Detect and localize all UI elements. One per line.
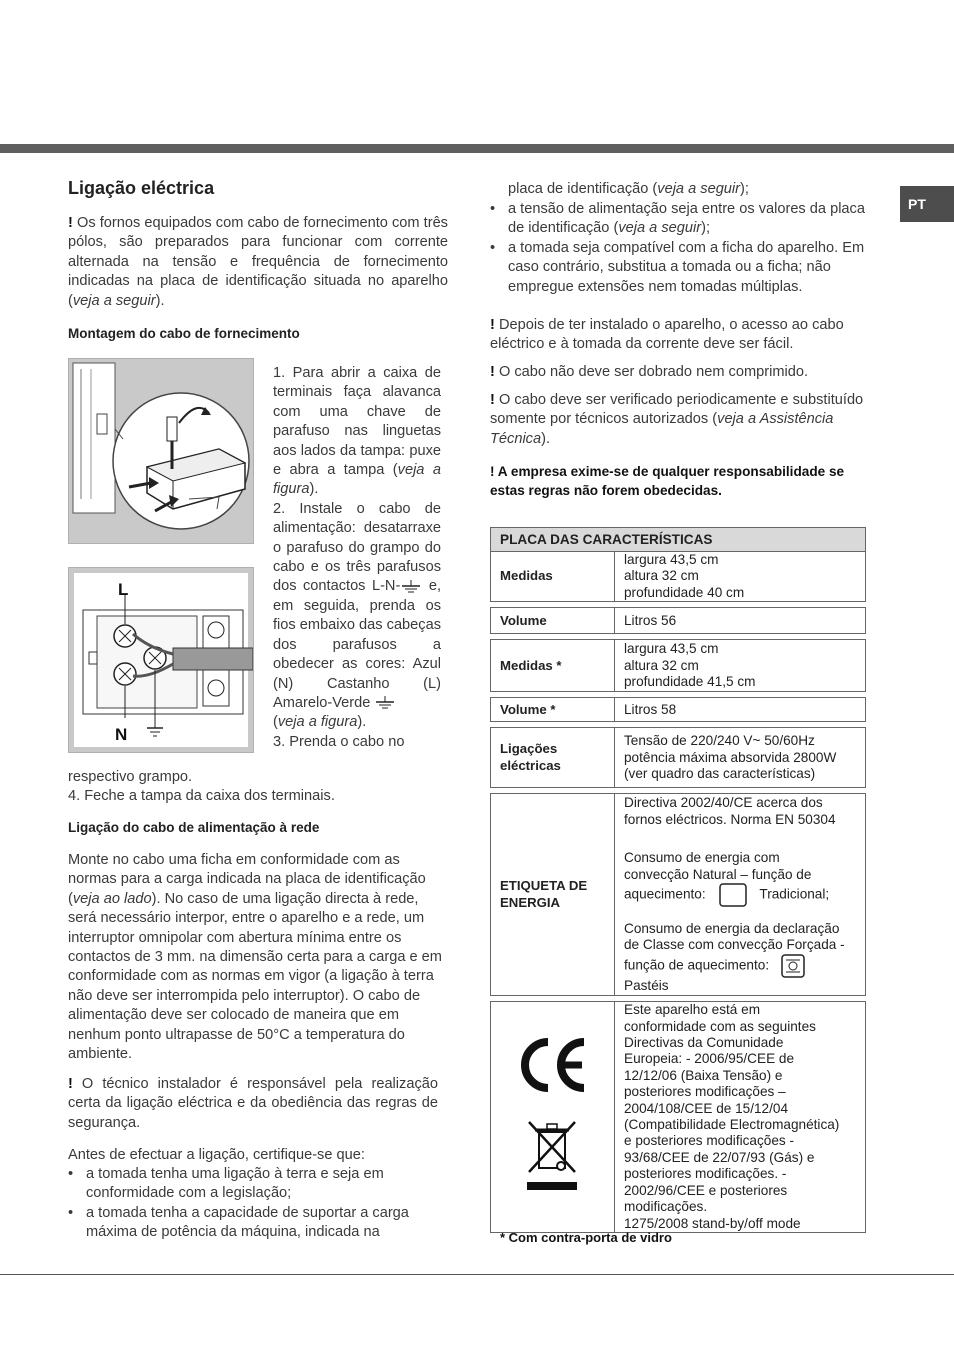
label-line: Ligações	[500, 741, 558, 757]
list-item-end: );	[701, 220, 711, 237]
value-line: 93/68/CEE de 22/07/93 (Gás) e	[624, 1149, 815, 1165]
warning-check	[490, 391, 868, 449]
ce-mark-icon	[518, 1036, 588, 1094]
section-title: Ligação eléctrica	[68, 178, 215, 198]
value-line: (ver quadro das características)	[624, 765, 816, 781]
cont-ref: veja a seguir	[657, 181, 741, 197]
rede-text-2: ). No caso de uma ligação directa à rede, será necessário interpor, entre o aparelho e a rede, um interruptor omnipolar com abertura mínima entre os contactos de 3 mm. na dimensão certa para a carga e em conformidade com as normas em vigor (a ligação à terra não deve ser interrompida pelo interruptor). O cabo de alimentação deve ser colocado de maneira que em nenhum ponto ultrapasse de 50°C a temperatura do ambiente.	[68, 890, 442, 1063]
value-line: largura 43,5 cm	[624, 641, 719, 657]
value-line: e posteriores modificações -	[624, 1133, 794, 1149]
value-line: Consumo de energia com	[624, 850, 780, 866]
warning-mark: !	[490, 392, 495, 408]
step-2-b: e, em seguida, prenda os fios embaixo das cabeças dos parafusos a obedecer as cores: Azul (N) Castanho (L) Amarelo-Verde	[273, 578, 441, 711]
value-line: Tensão de 220/240 V~ 50/60Hz	[624, 733, 815, 749]
step-2-c: (	[273, 714, 278, 731]
live-label: L	[118, 580, 129, 599]
row-label: Medidas *	[491, 640, 615, 692]
intro-ref: veja a seguir	[72, 292, 156, 309]
tecnico-paragraph	[68, 1075, 438, 1133]
fan-oven-icon	[781, 954, 805, 978]
list-item: • a tomada tenha a capacidade de suportar a carga máxima de potência da máquina, indicada na	[68, 1204, 448, 1243]
warning-text: O cabo deve ser verificado periodicamente e substituído somente por técnicos autorizados (	[490, 392, 864, 428]
row-label: Volume	[491, 608, 615, 634]
warning-text: Depois de ter instalado o aparelho, o acesso ao cabo eléctrico e à tomada da corrente deve ser fácil.	[490, 317, 844, 353]
list-item-ref: veja a seguir	[618, 220, 702, 237]
ce-cell	[491, 1002, 615, 1233]
row-value	[615, 552, 866, 602]
terminal-box-figure	[68, 358, 254, 544]
list-item-text: a tensão de alimentação seja entre os valores da placa de identificação (	[508, 201, 865, 237]
table-row	[491, 1002, 866, 1233]
warning-ref: veja a Assistência Técnica	[490, 411, 834, 447]
step-2: 2. Instale o cabo de alimentação: desatarraxe o parafuso do grampo do cabo e os três parafusos dos contactos L-N-	[273, 500, 441, 595]
value-line	[624, 954, 861, 978]
earth-symbol-icon	[374, 696, 396, 710]
step-1-ref: veja a figura	[273, 462, 441, 498]
row-value	[615, 794, 866, 996]
cont-text: placa de identificação (	[508, 181, 658, 197]
footer-rule	[0, 1274, 954, 1275]
terminal-box-illustration	[69, 359, 253, 543]
table-row	[491, 728, 866, 788]
value-line: potência máxima absorvida 2800W	[624, 749, 837, 765]
continued-text	[508, 180, 868, 199]
list-item	[490, 200, 865, 239]
list-item: • a tomada tenha uma ligação à terra e seja em conformidade com a legislação;	[68, 1165, 448, 1204]
value-line: Directiva 2002/40/CE acerca dos	[624, 795, 823, 811]
label-line: ENERGIA	[500, 894, 561, 910]
liability-warning: ! A empresa exime-se de qualquer responsabilidade se estas regras não forem obedecidas.	[490, 464, 845, 499]
row-label: Volume *	[491, 698, 615, 722]
tecnico-text: O técnico instalador é responsável pela realização certa da ligação eléctrica e da obediência das regras de segurança.	[68, 1076, 438, 1131]
value-text: aquecimento:	[624, 886, 706, 902]
warning-bend	[490, 363, 870, 382]
table-footnote: * Com contra-porta de vidro	[500, 1230, 672, 1245]
header-bar	[0, 144, 954, 153]
step-3a: 3. Prenda o cabo no	[273, 733, 405, 750]
value-line: conformidade com as seguintes	[624, 1018, 816, 1034]
value-line: 2002/96/CEE e posteriores	[624, 1182, 788, 1198]
step-2-end: ).	[357, 714, 367, 731]
montagem-heading: Montagem do cabo de fornecimento	[68, 326, 300, 341]
static-oven-icon	[719, 883, 747, 907]
row-value: Litros 56	[615, 608, 866, 634]
step-3b: respectivo grampo.	[68, 769, 193, 785]
value-line: altura 32 cm	[624, 568, 699, 584]
language-tab: PT	[900, 186, 954, 222]
value-line: posteriores modificações –	[624, 1084, 786, 1100]
intro-end: ).	[155, 292, 165, 309]
table-row	[491, 640, 866, 692]
wiring-figure	[68, 567, 254, 753]
warning-mark: !	[68, 1076, 73, 1092]
steps-text	[273, 364, 441, 752]
step-1: 1. Para abrir a caixa de terminais faça alavanca com uma chave de parafuso nas linguetas aos lados da tampa: puxe e abra a tampa (	[273, 365, 441, 479]
antes-paragraph: Antes de efectuar a ligação, certifique-se que:	[68, 1147, 365, 1163]
spec-table	[490, 527, 866, 1233]
list-item-text: a tomada seja compatível com a ficha do aparelho. Em caso contrário, substitua a tomada ou a ficha; não empregue extensões nem tomadas múltiplas.	[508, 239, 865, 295]
value-line	[624, 883, 861, 907]
value-line: posteriores modificações. -	[624, 1166, 787, 1182]
rede-ref: veja ao lado	[72, 890, 152, 907]
rede-paragraph	[68, 851, 446, 1064]
step-2-ref: veja a figura	[277, 714, 358, 731]
value-line: profundidade 40 cm	[624, 584, 745, 600]
label-line: eléctricas	[500, 757, 561, 773]
row-label	[491, 794, 615, 996]
label-line: ETIQUETA DE	[500, 878, 588, 894]
value-line: largura 43,5 cm	[624, 552, 719, 567]
table-header: PLACA DAS CARACTERÍSTICAS	[491, 528, 866, 552]
row-label: Medidas	[491, 552, 615, 602]
value-line: 12/12/06 (Baixa Tensão) e	[624, 1067, 783, 1083]
value-line: altura 32 cm	[624, 657, 699, 673]
rede-text: Monte no cabo uma ficha em conformidade com as normas para a carga indicada na placa de identificação (	[68, 852, 426, 907]
row-value	[615, 1002, 866, 1233]
warning-mark: !	[490, 317, 495, 333]
value-line: Pastéis	[624, 977, 669, 993]
right-list	[490, 200, 865, 297]
value-line: profundidade 41,5 cm	[624, 673, 756, 689]
value-line: fornos eléctricos. Norma EN 50304	[624, 811, 836, 827]
value-text: Tradicional;	[759, 886, 830, 902]
step-4: 4. Feche a tampa da caixa dos terminais.	[68, 788, 335, 805]
value-line: convecção Natural – função de	[624, 866, 812, 882]
value-line: (Compatibilidade Electromagnética)	[624, 1117, 840, 1133]
warning-mark: !	[68, 215, 73, 231]
table-row	[491, 698, 866, 722]
row-value	[615, 728, 866, 788]
step-1-end: ).	[309, 481, 319, 498]
weee-bin-icon	[525, 1118, 581, 1194]
intro-paragraph	[68, 214, 448, 311]
table-header-row	[491, 528, 866, 552]
value-line: 2004/108/CEE de 15/12/04	[624, 1100, 789, 1116]
row-label	[491, 728, 615, 788]
rede-heading: Ligação do cabo de alimentação à rede	[68, 820, 320, 835]
earth-symbol-icon	[400, 580, 422, 594]
list-item	[490, 239, 865, 297]
table-row	[491, 608, 866, 634]
neutral-label: N	[115, 725, 128, 744]
value-line: de Classe com convecção Forçada -	[624, 937, 845, 953]
value-line: modificações.	[624, 1199, 708, 1215]
cont-end: );	[740, 181, 749, 197]
row-value: Litros 58	[615, 698, 866, 722]
warning-mark: !	[490, 364, 495, 380]
warning-text: O cabo não deve ser dobrado nem comprimido.	[498, 364, 809, 380]
warning-end: ).	[541, 430, 551, 447]
table-row	[491, 552, 866, 602]
value-line: Este aparelho está em	[624, 1002, 761, 1018]
value-text: função de aquecimento:	[624, 957, 770, 973]
steps-continued	[68, 768, 448, 807]
wiring-illustration	[69, 568, 253, 752]
value-line: Directivas da Comunidade	[624, 1035, 784, 1051]
value-line: Europeia: - 2006/95/CEE de	[624, 1051, 795, 1067]
antes-list	[68, 1165, 448, 1243]
value-line: Consumo de energia da declaração	[624, 920, 840, 936]
value-line: 1275/2008 stand-by/off mode	[624, 1215, 801, 1231]
intro-text: Os fornos equipados com cabo de fornecimento com três pólos, são preparados para funcionar com corrente alternada na tensão e frequência de fornecimento indicadas na placa de identificação situada no aparelho (	[68, 215, 448, 309]
row-value	[615, 640, 866, 692]
table-row	[491, 794, 866, 996]
warning-access	[490, 316, 870, 355]
